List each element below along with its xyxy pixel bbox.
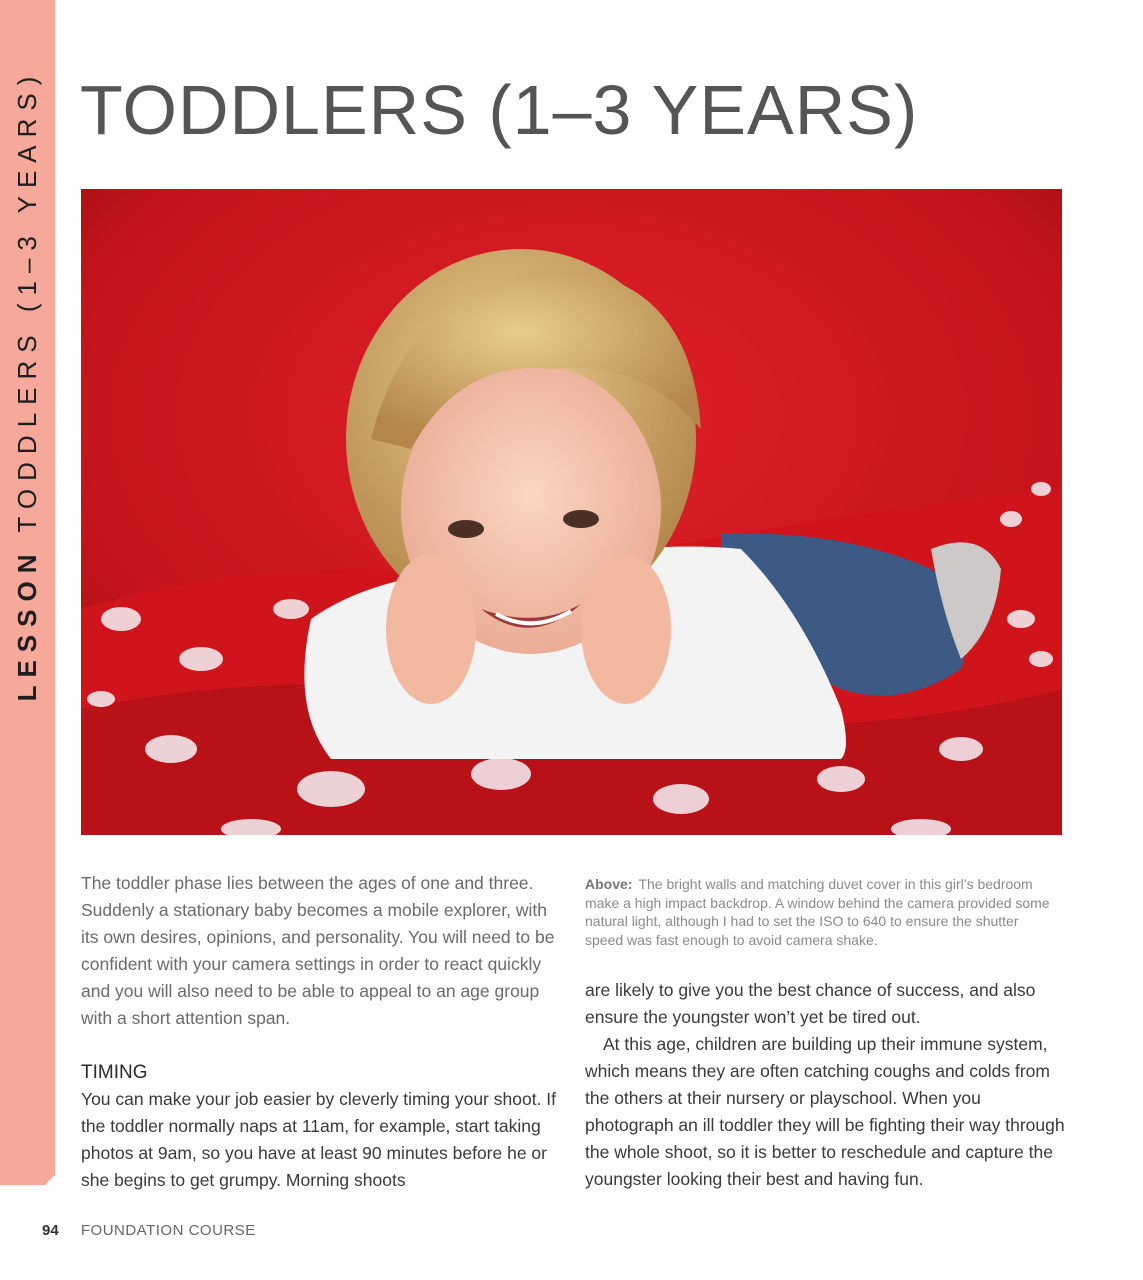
toddler-photo-illustration xyxy=(81,189,1062,835)
toddler-photo xyxy=(81,189,1062,835)
right-paragraph-2: At this age, children are building up their immune system, which means they are often catching coughs and colds from the others at their nursery or playschool. When you photograph an ill toddler they will be fighting their way through the whole shoot, so it is better to reschedule and capture the youngster looking their best and having fun. xyxy=(585,1034,1065,1189)
right-paragraph-1: are likely to give you the best chance of success, and also ensure the youngster won’t yet be tired out. xyxy=(585,980,1036,1027)
page-footer xyxy=(42,1222,256,1239)
lesson-label: LESSON xyxy=(11,546,42,702)
left-column xyxy=(81,870,561,1194)
page-number: 94 xyxy=(42,1222,59,1239)
right-column xyxy=(585,977,1065,1193)
caption-label: Above: xyxy=(585,876,633,892)
timing-heading: TIMING xyxy=(81,1062,148,1083)
course-name: FOUNDATION COURSE xyxy=(80,1222,256,1239)
timing-paragraph: You can make your job easier by cleverly timing your shoot. If the toddler normally naps at 11am, for example, start taking photos at 9am, so you have at least 90 minutes before he or she begins to get grumpy. Morning shoots xyxy=(81,1089,557,1190)
vertical-lesson-label xyxy=(7,68,47,702)
intro-paragraph: The toddler phase lies between the ages of one and three. Suddenly a stationary baby becomes a mobile explorer, with its own desires, opinions, and personality. You will need to be confident with your camera settings in order to react quickly and you will also need to be able to appeal to an age group with a short attention span. xyxy=(81,873,555,1028)
photo-caption xyxy=(585,875,1060,949)
caption-text: The bright walls and matching duvet cover in this girl’s bedroom make a high impact backdrop. A window behind the camera provided some natural light, although I had to set the ISO to 640 to ensure the shutter speed was fast enough to avoid camera shake. xyxy=(585,876,1050,948)
lesson-title: TODDLERS (1–3 YEARS) xyxy=(11,68,42,533)
page-title: TODDLERS (1–3 YEARS) xyxy=(80,71,919,149)
